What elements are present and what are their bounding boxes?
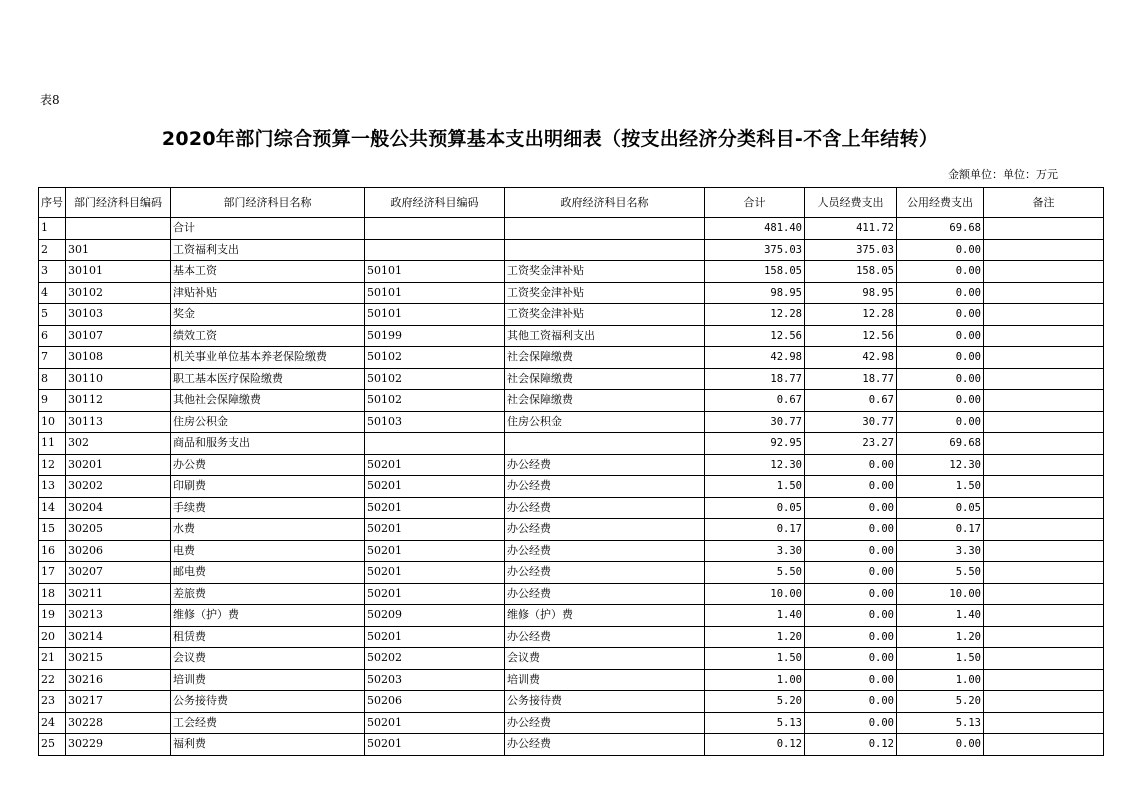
- cell-seq: 24: [39, 712, 66, 734]
- cell-gov-name: 办公经费: [505, 583, 705, 605]
- cell-remark: [984, 261, 1104, 283]
- cell-personnel: 411.72: [805, 218, 897, 240]
- cell-remark: [984, 540, 1104, 562]
- cell-seq: 18: [39, 583, 66, 605]
- cell-dept-name: 奖金: [171, 304, 365, 326]
- cell-remark: [984, 347, 1104, 369]
- cell-dept-code: [66, 218, 171, 240]
- cell-personnel: 0.00: [805, 648, 897, 670]
- cell-dept-name: 公务接待费: [171, 691, 365, 713]
- cell-seq: 1: [39, 218, 66, 240]
- cell-public: 1.40: [897, 605, 984, 627]
- cell-gov-code: 50101: [365, 304, 505, 326]
- cell-dept-code: 30207: [66, 562, 171, 584]
- cell-seq: 20: [39, 626, 66, 648]
- cell-gov-name: 维修（护）费: [505, 605, 705, 627]
- table-row: [39, 691, 1104, 713]
- cell-remark: [984, 712, 1104, 734]
- cell-gov-code: 50202: [365, 648, 505, 670]
- cell-gov-name: 办公经费: [505, 454, 705, 476]
- cell-dept-code: 30102: [66, 282, 171, 304]
- cell-dept-name: 福利费: [171, 734, 365, 756]
- cell-gov-name: 办公经费: [505, 497, 705, 519]
- cell-total: 1.50: [705, 476, 805, 498]
- table-row: [39, 239, 1104, 261]
- cell-gov-name: [505, 433, 705, 455]
- cell-total: 5.20: [705, 691, 805, 713]
- cell-dept-name: 机关事业单位基本养老保险缴费: [171, 347, 365, 369]
- cell-public: 1.50: [897, 476, 984, 498]
- table-row: [39, 261, 1104, 283]
- cell-public: 69.68: [897, 218, 984, 240]
- cell-personnel: 0.00: [805, 540, 897, 562]
- cell-remark: [984, 626, 1104, 648]
- cell-seq: 8: [39, 368, 66, 390]
- cell-gov-code: 50102: [365, 368, 505, 390]
- cell-total: 0.67: [705, 390, 805, 412]
- table-body: [39, 218, 1104, 756]
- cell-total: 5.50: [705, 562, 805, 584]
- cell-gov-name: 办公经费: [505, 540, 705, 562]
- cell-total: 10.00: [705, 583, 805, 605]
- table-row: [39, 583, 1104, 605]
- cell-remark: [984, 433, 1104, 455]
- cell-public: 0.00: [897, 325, 984, 347]
- cell-dept-name: 水费: [171, 519, 365, 541]
- cell-gov-code: 50103: [365, 411, 505, 433]
- cell-dept-name: 电费: [171, 540, 365, 562]
- header-dept-name: 部门经济科目名称: [171, 188, 365, 218]
- table-row: [39, 476, 1104, 498]
- cell-personnel: 0.00: [805, 669, 897, 691]
- cell-dept-name: 办公费: [171, 454, 365, 476]
- cell-personnel: 0.00: [805, 605, 897, 627]
- cell-gov-name: 办公经费: [505, 626, 705, 648]
- cell-gov-code: 50101: [365, 282, 505, 304]
- cell-dept-code: 30112: [66, 390, 171, 412]
- cell-public: 1.20: [897, 626, 984, 648]
- cell-personnel: 0.00: [805, 626, 897, 648]
- cell-gov-code: 50199: [365, 325, 505, 347]
- cell-dept-code: 30107: [66, 325, 171, 347]
- table-row: [39, 626, 1104, 648]
- table-row: [39, 411, 1104, 433]
- cell-personnel: 0.00: [805, 691, 897, 713]
- cell-remark: [984, 304, 1104, 326]
- header-remark: 备注: [984, 188, 1104, 218]
- table-row: [39, 218, 1104, 240]
- header-gov-name: 政府经济科目名称: [505, 188, 705, 218]
- cell-gov-name: 工资奖金津补贴: [505, 304, 705, 326]
- cell-remark: [984, 476, 1104, 498]
- table-row: [39, 390, 1104, 412]
- cell-dept-code: 30217: [66, 691, 171, 713]
- cell-dept-name: 职工基本医疗保险缴费: [171, 368, 365, 390]
- table-row: [39, 648, 1104, 670]
- table-label: 表8: [40, 93, 60, 107]
- cell-remark: [984, 519, 1104, 541]
- cell-dept-code: 301: [66, 239, 171, 261]
- table-row: [39, 497, 1104, 519]
- cell-gov-code: 50201: [365, 583, 505, 605]
- cell-public: 0.00: [897, 390, 984, 412]
- table-row: [39, 669, 1104, 691]
- cell-public: 5.20: [897, 691, 984, 713]
- cell-total: 158.05: [705, 261, 805, 283]
- cell-personnel: 158.05: [805, 261, 897, 283]
- cell-seq: 9: [39, 390, 66, 412]
- cell-dept-name: 合计: [171, 218, 365, 240]
- cell-seq: 2: [39, 239, 66, 261]
- cell-gov-code: 50102: [365, 390, 505, 412]
- cell-gov-code: 50201: [365, 734, 505, 756]
- cell-dept-name: 住房公积金: [171, 411, 365, 433]
- cell-total: 1.40: [705, 605, 805, 627]
- table-row: [39, 368, 1104, 390]
- page-title: 2020年部门综合预算一般公共预算基本支出明细表（按支出经济分类科目-不含上年结转）: [161, 128, 939, 150]
- cell-total: 18.77: [705, 368, 805, 390]
- cell-gov-code: [365, 239, 505, 261]
- cell-seq: 13: [39, 476, 66, 498]
- cell-personnel: 23.27: [805, 433, 897, 455]
- cell-seq: 25: [39, 734, 66, 756]
- cell-personnel: 0.00: [805, 497, 897, 519]
- cell-public: 0.00: [897, 304, 984, 326]
- cell-total: 42.98: [705, 347, 805, 369]
- cell-public: 1.00: [897, 669, 984, 691]
- cell-public: 5.50: [897, 562, 984, 584]
- cell-total: 481.40: [705, 218, 805, 240]
- cell-remark: [984, 218, 1104, 240]
- table-row: [39, 325, 1104, 347]
- cell-gov-code: 50206: [365, 691, 505, 713]
- cell-remark: [984, 562, 1104, 584]
- cell-dept-code: 30204: [66, 497, 171, 519]
- cell-total: 1.00: [705, 669, 805, 691]
- cell-dept-code: 30101: [66, 261, 171, 283]
- cell-gov-name: 社会保障缴费: [505, 368, 705, 390]
- cell-total: 0.12: [705, 734, 805, 756]
- cell-remark: [984, 454, 1104, 476]
- cell-personnel: 0.00: [805, 454, 897, 476]
- cell-seq: 7: [39, 347, 66, 369]
- table-header: [39, 188, 1104, 218]
- cell-seq: 15: [39, 519, 66, 541]
- cell-seq: 11: [39, 433, 66, 455]
- cell-dept-name: 维修（护）费: [171, 605, 365, 627]
- cell-personnel: 12.28: [805, 304, 897, 326]
- cell-gov-code: 50201: [365, 497, 505, 519]
- cell-gov-code: 50201: [365, 712, 505, 734]
- table-row: [39, 605, 1104, 627]
- cell-total: 0.05: [705, 497, 805, 519]
- cell-gov-code: [365, 433, 505, 455]
- table-row: [39, 282, 1104, 304]
- cell-total: 375.03: [705, 239, 805, 261]
- cell-remark: [984, 583, 1104, 605]
- cell-seq: 19: [39, 605, 66, 627]
- cell-personnel: 375.03: [805, 239, 897, 261]
- cell-gov-name: [505, 218, 705, 240]
- cell-seq: 16: [39, 540, 66, 562]
- cell-seq: 5: [39, 304, 66, 326]
- cell-dept-code: 30113: [66, 411, 171, 433]
- header-gov-code: 政府经济科目编码: [365, 188, 505, 218]
- cell-public: 12.30: [897, 454, 984, 476]
- cell-total: 1.20: [705, 626, 805, 648]
- cell-personnel: 18.77: [805, 368, 897, 390]
- cell-gov-code: 50102: [365, 347, 505, 369]
- header-personnel: 人员经费支出: [805, 188, 897, 218]
- cell-gov-name: 培训费: [505, 669, 705, 691]
- cell-public: 0.05: [897, 497, 984, 519]
- cell-seq: 10: [39, 411, 66, 433]
- cell-personnel: 0.67: [805, 390, 897, 412]
- cell-dept-name: 工会经费: [171, 712, 365, 734]
- header-seq: 序号: [39, 188, 66, 218]
- cell-remark: [984, 605, 1104, 627]
- cell-total: 12.30: [705, 454, 805, 476]
- cell-total: 92.95: [705, 433, 805, 455]
- cell-seq: 14: [39, 497, 66, 519]
- cell-dept-name: 差旅费: [171, 583, 365, 605]
- cell-seq: 12: [39, 454, 66, 476]
- cell-remark: [984, 390, 1104, 412]
- cell-public: 3.30: [897, 540, 984, 562]
- cell-gov-name: 会议费: [505, 648, 705, 670]
- cell-dept-name: 津贴补贴: [171, 282, 365, 304]
- table-row: [39, 734, 1104, 756]
- cell-remark: [984, 734, 1104, 756]
- cell-gov-name: 住房公积金: [505, 411, 705, 433]
- cell-total: 12.56: [705, 325, 805, 347]
- cell-dept-code: 30216: [66, 669, 171, 691]
- cell-public: 0.00: [897, 734, 984, 756]
- table-row: [39, 562, 1104, 584]
- cell-remark: [984, 368, 1104, 390]
- cell-dept-code: 30110: [66, 368, 171, 390]
- cell-gov-name: 社会保障缴费: [505, 390, 705, 412]
- cell-personnel: 0.00: [805, 519, 897, 541]
- header-total: 合计: [705, 188, 805, 218]
- cell-gov-code: 50201: [365, 519, 505, 541]
- cell-personnel: 0.00: [805, 712, 897, 734]
- cell-dept-name: 印刷费: [171, 476, 365, 498]
- cell-public: 10.00: [897, 583, 984, 605]
- cell-seq: 22: [39, 669, 66, 691]
- cell-remark: [984, 325, 1104, 347]
- cell-dept-name: 邮电费: [171, 562, 365, 584]
- cell-remark: [984, 648, 1104, 670]
- cell-gov-code: 50209: [365, 605, 505, 627]
- cell-personnel: 0.12: [805, 734, 897, 756]
- cell-personnel: 98.95: [805, 282, 897, 304]
- cell-gov-name: 办公经费: [505, 734, 705, 756]
- cell-dept-code: 30103: [66, 304, 171, 326]
- cell-gov-name: 办公经费: [505, 519, 705, 541]
- cell-gov-name: 办公经费: [505, 712, 705, 734]
- cell-seq: 6: [39, 325, 66, 347]
- cell-gov-name: 公务接待费: [505, 691, 705, 713]
- cell-remark: [984, 691, 1104, 713]
- budget-table: [38, 187, 1104, 756]
- cell-dept-code: 302: [66, 433, 171, 455]
- cell-total: 5.13: [705, 712, 805, 734]
- cell-dept-name: 培训费: [171, 669, 365, 691]
- cell-public: 0.17: [897, 519, 984, 541]
- cell-remark: [984, 282, 1104, 304]
- cell-public: 5.13: [897, 712, 984, 734]
- cell-dept-code: 30205: [66, 519, 171, 541]
- cell-dept-name: 会议费: [171, 648, 365, 670]
- cell-total: 1.50: [705, 648, 805, 670]
- cell-gov-code: 50201: [365, 626, 505, 648]
- cell-personnel: 0.00: [805, 583, 897, 605]
- cell-public: 0.00: [897, 347, 984, 369]
- table-row: [39, 454, 1104, 476]
- header-public: 公用经费支出: [897, 188, 984, 218]
- cell-seq: 17: [39, 562, 66, 584]
- cell-total: 30.77: [705, 411, 805, 433]
- cell-dept-code: 30213: [66, 605, 171, 627]
- cell-gov-name: 办公经费: [505, 476, 705, 498]
- cell-dept-name: 工资福利支出: [171, 239, 365, 261]
- cell-gov-code: 50201: [365, 540, 505, 562]
- cell-dept-code: 30229: [66, 734, 171, 756]
- cell-public: 0.00: [897, 411, 984, 433]
- cell-dept-name: 商品和服务支出: [171, 433, 365, 455]
- cell-public: 0.00: [897, 261, 984, 283]
- unit-note: 金额单位：单位：万元: [948, 168, 1058, 181]
- cell-gov-code: 50201: [365, 476, 505, 498]
- cell-gov-name: 社会保障缴费: [505, 347, 705, 369]
- cell-seq: 23: [39, 691, 66, 713]
- cell-gov-code: 50201: [365, 454, 505, 476]
- table-row: [39, 540, 1104, 562]
- cell-gov-name: 其他工资福利支出: [505, 325, 705, 347]
- header-row: [39, 188, 1104, 218]
- cell-dept-code: 30211: [66, 583, 171, 605]
- cell-seq: 21: [39, 648, 66, 670]
- table-row: [39, 433, 1104, 455]
- cell-gov-name: 工资奖金津补贴: [505, 282, 705, 304]
- cell-dept-code: 30215: [66, 648, 171, 670]
- cell-dept-code: 30214: [66, 626, 171, 648]
- cell-remark: [984, 669, 1104, 691]
- cell-personnel: 42.98: [805, 347, 897, 369]
- cell-public: 0.00: [897, 368, 984, 390]
- table-row: [39, 712, 1104, 734]
- header-dept-code: 部门经济科目编码: [66, 188, 171, 218]
- cell-personnel: 12.56: [805, 325, 897, 347]
- cell-gov-name: 办公经费: [505, 562, 705, 584]
- cell-total: 0.17: [705, 519, 805, 541]
- cell-gov-name: [505, 239, 705, 261]
- cell-public: 69.68: [897, 433, 984, 455]
- table-row: [39, 519, 1104, 541]
- table-row: [39, 347, 1104, 369]
- cell-total: 3.30: [705, 540, 805, 562]
- cell-dept-name: 绩效工资: [171, 325, 365, 347]
- cell-public: 1.50: [897, 648, 984, 670]
- cell-dept-code: 30201: [66, 454, 171, 476]
- cell-dept-name: 其他社会保障缴费: [171, 390, 365, 412]
- cell-gov-code: 50101: [365, 261, 505, 283]
- cell-dept-name: 基本工资: [171, 261, 365, 283]
- cell-gov-name: 工资奖金津补贴: [505, 261, 705, 283]
- table-row: [39, 304, 1104, 326]
- cell-personnel: 30.77: [805, 411, 897, 433]
- cell-gov-code: [365, 218, 505, 240]
- cell-personnel: 0.00: [805, 476, 897, 498]
- cell-personnel: 0.00: [805, 562, 897, 584]
- cell-gov-code: 50203: [365, 669, 505, 691]
- cell-dept-name: 租赁费: [171, 626, 365, 648]
- cell-remark: [984, 497, 1104, 519]
- cell-remark: [984, 239, 1104, 261]
- cell-total: 12.28: [705, 304, 805, 326]
- cell-dept-code: 30202: [66, 476, 171, 498]
- cell-total: 98.95: [705, 282, 805, 304]
- cell-seq: 4: [39, 282, 66, 304]
- cell-dept-code: 30228: [66, 712, 171, 734]
- cell-dept-code: 30206: [66, 540, 171, 562]
- cell-seq: 3: [39, 261, 66, 283]
- cell-remark: [984, 411, 1104, 433]
- cell-dept-name: 手续费: [171, 497, 365, 519]
- cell-public: 0.00: [897, 239, 984, 261]
- cell-gov-code: 50201: [365, 562, 505, 584]
- cell-dept-code: 30108: [66, 347, 171, 369]
- cell-public: 0.00: [897, 282, 984, 304]
